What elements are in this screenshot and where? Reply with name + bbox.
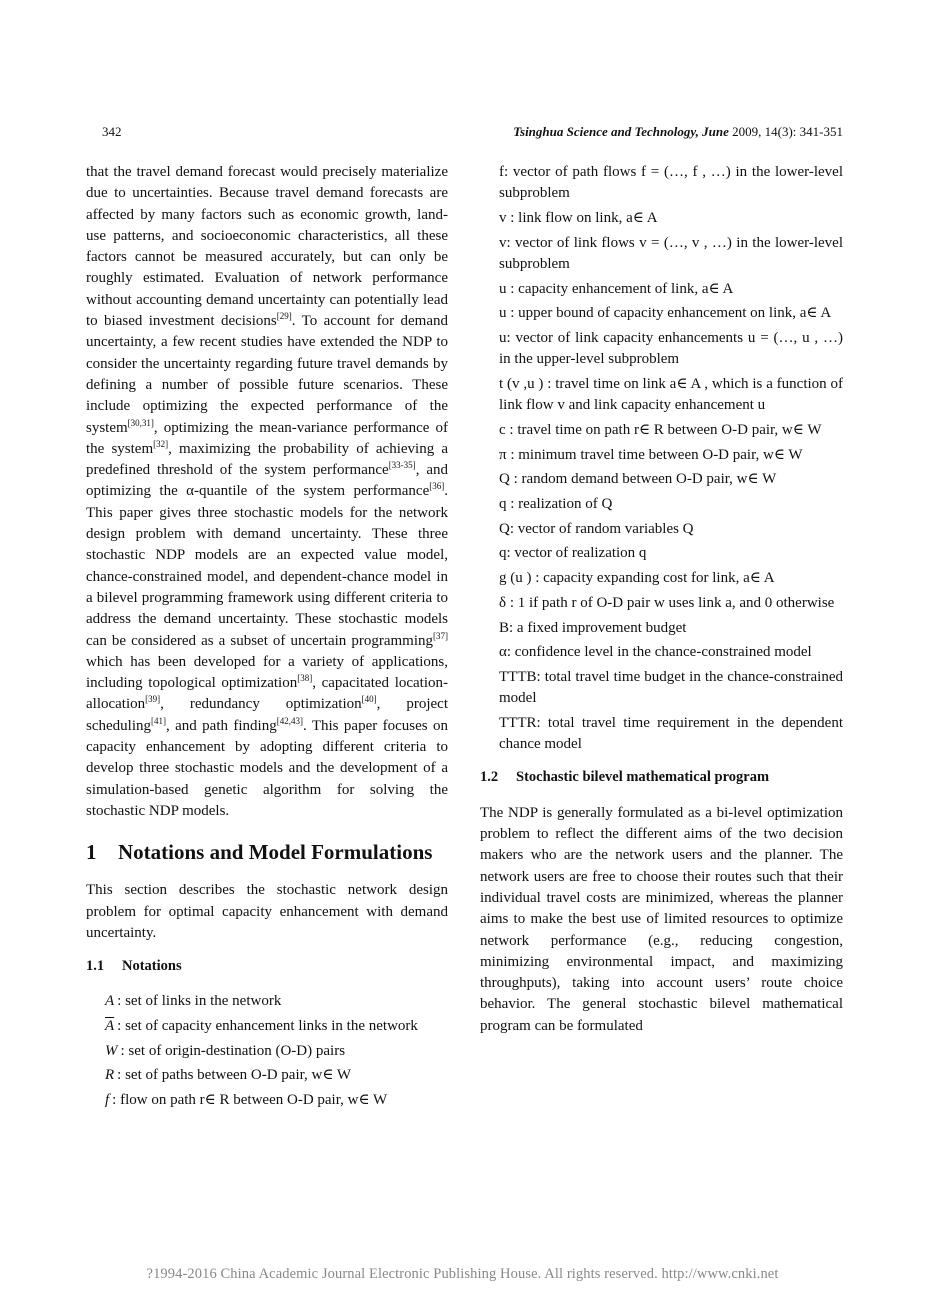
notation-item: B: a fixed improvement budget <box>499 619 687 636</box>
notation-item: f : flow on path r∈ R between O-D pair, w∈ W <box>105 1092 388 1109</box>
notation-item: u: vector of link capacity enhancements u = (…, u , …) in the upper-level subproblem <box>499 330 843 368</box>
notation-item: A : set of links in the network <box>105 993 282 1010</box>
notation-item: t (v ,u ) : travel time on link a∈ A , which is a function of link flow v and link capacity enhancement u <box>499 376 843 414</box>
citation-ref[interactable]: [30,31] <box>127 417 154 428</box>
citation-ref[interactable]: [41] <box>151 715 166 726</box>
notation-item: u : upper bound of capacity enhancement on link, a∈ A <box>499 305 832 322</box>
notation-item: $\overline{A}$ : set of capacity enhancement links in the network <box>105 1018 418 1035</box>
notation-item: c : travel time on path r∈ R between O-D pair, w∈ W <box>499 422 822 438</box>
notation-item: Q: vector of random variables Q <box>499 520 694 537</box>
subsection-heading: 1.1 Notations <box>86 958 182 975</box>
notation-item: Q : random demand between O-D pair, w∈ W <box>499 471 777 488</box>
citation: 2009, 14(3): 341-351 <box>732 124 843 139</box>
notation-item: π : minimum travel time between O-D pair, w∈ W <box>499 446 803 463</box>
notation-item: g (u ) : capacity expanding cost for link, a∈ A <box>499 570 775 587</box>
section-heading: 1 Notations and Model Formulations <box>86 840 433 865</box>
notation-item: R : set of paths between O-D pair, w∈ W <box>105 1067 352 1084</box>
citation-ref[interactable]: [40] <box>361 694 377 705</box>
citation-ref[interactable]: [38] <box>297 673 313 684</box>
page-number: 342 <box>102 124 122 139</box>
journal-name: Tsinghua Science and Technology, June <box>513 124 729 139</box>
subsection-text: The NDP is generally formulated as a bi-level optimization problem to reflect the different aims of the two decision makers who are the network users and the planner. The network users are free to choose their routes such that their individual travel costs are minimized, whereas the planner aims to make the best use of limited resources to optimize network performance (e.g., reducing congestion, minimizing environmental impact, and maximizing throughputs), taking into account users’ route choice behavior. The general stochastic bilevel mathematical program can be formulated <box>480 804 843 1034</box>
citation-ref[interactable]: [42,43] <box>276 715 303 726</box>
citation-ref[interactable]: [32] <box>153 438 169 449</box>
notation-item: TTTB: total travel time budget in the chance-constrained model <box>499 668 843 707</box>
intro-paragraph: that the travel demand forecast would precisely materialize due to uncertainties. Because travel demand forecasts are affected by many factors such as economic growth, land-use patterns, and socioeconomic characteristics, all these factors cannot be measured accurately, but can only be roughly estimated. Evaluation of network performance without accounting demand uncertainty can potentially lead to biased investment decisions[29]. To account for demand uncertainty, a few recent studies have extended the NDP to consider the uncertainty regarding future travel demands by defining a number of possible future scenarios. These include optimizing the expected performance of the system[30,31], optimizing the mean-variance performance of the system[32], maximizing the probability of achieving a predefined threshold of the system performance[33-35], and optimizing the α-quantile of the system performance[36]. This paper gives three stochastic models for the network design problem with demand uncertainty. These three stochastic NDP models are an expected value model, chance-constrained model, and dependent-chance model in a bilevel programming framework using different criteria to address the demand uncertainty. These stochastic models can be considered as a subset of uncertain programming[37] which has been developed for a variety of applications, including topological optimization[38], capacitated location-allocation[39], redundancy optimization[40], project scheduling[41], and path finding[42,43]. This paper focuses on capacity enhancement by adopting different criteria to develop three stochastic models and the development of a simulation-based genetic algorithm for solving the stochastic NDP models. <box>86 164 449 819</box>
notation-item: f: vector of path flows f = (…, f , …) in the lower-level subproblem <box>499 164 843 202</box>
notation-item: v: vector of link flows v = (…, v , …) in the lower-level subproblem <box>499 234 843 272</box>
notation-item: W : set of origin-destination (O-D) pairs <box>105 1042 346 1059</box>
citation-ref[interactable]: [33-35] <box>388 460 416 471</box>
left-column <box>86 162 448 1115</box>
notation-item: q: vector of realization q <box>499 545 647 562</box>
section-intro: This section describes the stochastic network design problem for optimal capacity enhancement with demand uncertainty. <box>86 882 448 941</box>
citation-ref[interactable]: [37] <box>433 630 448 641</box>
notation-item: TTTR: total travel time requirement in the dependent chance model <box>499 714 843 753</box>
subsection-heading: 1.2 Stochastic bilevel mathematical program <box>480 769 770 786</box>
citation-ref[interactable]: [29] <box>276 311 292 322</box>
citation-ref[interactable]: [36] <box>429 481 445 492</box>
notation-item: u : capacity enhancement of link, a∈ A <box>499 280 734 297</box>
citation-ref[interactable]: [39] <box>145 694 161 705</box>
notation-item: v : link flow on link, a∈ A <box>499 209 658 226</box>
notation-item: q : realization of Q <box>499 496 613 513</box>
running-header <box>513 124 843 140</box>
notation-item: δ : 1 if path r of O-D pair w uses link a, and 0 otherwise <box>499 594 835 611</box>
right-column <box>480 162 843 1037</box>
copyright-footer: ?1994-2016 China Academic Journal Electronic Publishing House. All rights reserved. http://www.cnki.net <box>146 1266 779 1282</box>
notation-item: α: confidence level in the chance-constrained model <box>499 644 812 661</box>
